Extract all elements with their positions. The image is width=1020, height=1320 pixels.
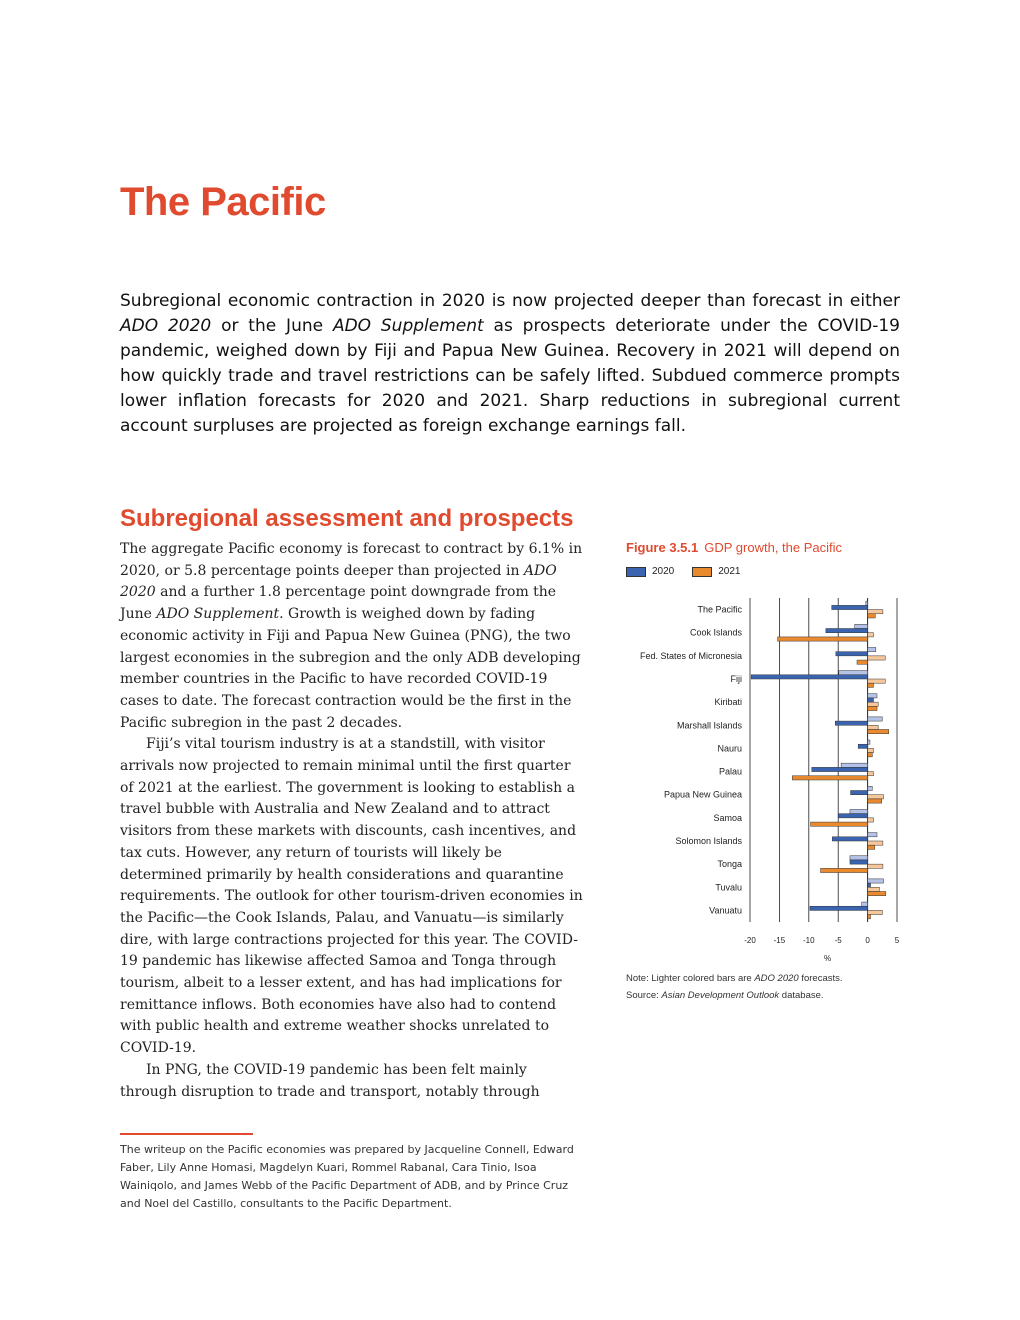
footnote: The writeup on the Pacific economies was prepared by Jacqueline Connell, Edward Faber, Lily Anne Homasi, Magdelyn Kuari, Rommel Rabanal, Cara Tinio, Isoa Wainiqolo, and James Webb of the Pacific Department of ADB, and by Prince Cruz and Noel del Castillo, consultants to the Pacific Department. xyxy=(120,1143,574,1210)
bar-2-8 xyxy=(868,795,884,799)
bar-1-3 xyxy=(751,675,867,679)
note-emphasis: ADO 2020 xyxy=(754,973,799,984)
category-label-1: Cook Islands xyxy=(689,627,742,638)
x-tick-label-5: 5 xyxy=(894,936,900,945)
bar-1-11 xyxy=(850,860,868,864)
bar-3-13 xyxy=(868,915,871,919)
bar-2-7 xyxy=(868,772,874,776)
bar-2-2 xyxy=(868,656,886,660)
category-label-7: Palau xyxy=(718,766,742,777)
note-suffix: forecasts. xyxy=(798,973,843,984)
category-label-6: Nauru xyxy=(717,743,742,754)
figure-number: Figure 3.5.1 xyxy=(626,540,699,555)
bar-1-8 xyxy=(851,791,868,795)
x-tick-label-1: -15 xyxy=(773,936,786,945)
chart-legend xyxy=(626,566,741,577)
bar-0-11 xyxy=(850,856,868,860)
note-prefix: Note: Lighter colored bars are xyxy=(626,973,755,984)
bar-2-11 xyxy=(868,864,883,868)
page-title: The Pacific xyxy=(120,180,326,224)
section-heading: Subregional assessment and prospects xyxy=(120,505,574,532)
bar-3-7 xyxy=(792,776,867,780)
paragraph-1 xyxy=(120,539,586,734)
abstract-emphasis-1: ADO 2020 xyxy=(120,316,212,336)
footnote-divider xyxy=(120,1133,253,1135)
category-label-12: Tuvalu xyxy=(715,882,742,893)
bar-0-4 xyxy=(868,694,877,698)
category-label-2: Fed. States of Micronesia xyxy=(639,650,742,661)
bar-1-9 xyxy=(838,814,867,818)
bar-0-9 xyxy=(850,809,868,813)
bar-0-13 xyxy=(862,902,868,906)
bar-2-4 xyxy=(868,702,879,706)
paragraph-1-text-1: The aggregate Pacific economy is forecast to contract by 6.1% in 2020, or 5.8 percentage points deeper than projected in xyxy=(120,541,583,579)
bar-0-0 xyxy=(866,601,868,605)
bar-0-12 xyxy=(868,879,884,883)
bar-3-3 xyxy=(868,683,874,687)
bar-0-2 xyxy=(868,647,876,651)
category-label-5: Marshall Islands xyxy=(676,720,742,731)
bar-1-10 xyxy=(832,837,867,841)
bar-1-6 xyxy=(858,744,867,748)
bar-3-0 xyxy=(868,614,876,618)
bar-3-4 xyxy=(868,706,877,710)
bar-2-3 xyxy=(868,679,886,683)
legend-label-2021: 2021 xyxy=(718,566,741,577)
bar-0-8 xyxy=(868,786,873,790)
bar-0-5 xyxy=(868,717,883,721)
bar-0-7 xyxy=(841,763,867,767)
x-tick-label-2: -10 xyxy=(803,936,815,945)
bar-3-2 xyxy=(857,660,868,664)
bar-3-6 xyxy=(868,753,873,757)
bar-2-5 xyxy=(868,725,879,729)
figure-note xyxy=(626,973,843,984)
legend-item-2020 xyxy=(626,566,674,577)
bar-1-7 xyxy=(812,767,868,771)
figure-caption xyxy=(626,540,842,555)
bar-2-0 xyxy=(868,610,883,614)
x-tick-label-0: -20 xyxy=(744,936,756,945)
x-tick-label-3: -5 xyxy=(834,936,842,945)
abstract-text-3: as prospects deteriorate under the COVID-19 pandemic, weighed down by Fiji and Papua New Guinea. Recovery in 2021 will depend on how quickly trade and travel restrictions can be safely lifted. Subdued commerce prompts lower inflation forecasts for 2020 and 2021. Sharp reductions in subregional current account surpluses are projected as foreign exchange earnings fall. xyxy=(120,316,900,436)
bar-2-1 xyxy=(868,633,874,637)
bar-2-9 xyxy=(868,818,874,822)
category-label-11: Tonga xyxy=(717,859,742,870)
bar-3-9 xyxy=(811,822,868,826)
source-prefix: Source: xyxy=(626,990,662,1001)
bar-3-5 xyxy=(868,729,889,733)
bar-3-1 xyxy=(778,637,868,641)
abstract-text-1: Subregional economic contraction in 2020 is now projected deeper than forecast in either xyxy=(120,291,900,311)
paragraph-2: Fiji’s vital tourism industry is at a standstill, with visitor arrivals now projected to remain minimal until the first quarter of 2021 at the earliest. The government is looking to establish a travel bubble with Australia and New Zealand and to attract visitors from these markets with discounts, cash incentives, and tax cuts. However, any return of tourists will likely be determined primarily by health considerations and quarantine requirements. The outlook for other tourism-driven economies in the Pacific—the Cook Islands, Palau, and Vanuatu—is similarly dire, with large contractions projected for this year. The COVID-19 pandemic has likewise affected Samoa and Tonga through tourism, albeit to a lesser extent, and has had implications for remittance inflows. Both economies have also had to contend with public health and extreme weather shocks unrelated to COVID-19. xyxy=(120,736,583,1057)
bar-2-10 xyxy=(868,841,883,845)
paragraph-1-text-2: and a further 1.8 percentage point downgrade from the June xyxy=(120,584,557,623)
body-text xyxy=(120,539,586,1103)
abstract-emphasis-2: ADO Supplement xyxy=(332,316,484,336)
bar-1-13 xyxy=(810,906,868,910)
category-label-8: Papua New Guinea xyxy=(663,789,742,800)
paragraph-1-emphasis-1: ADO 2020 xyxy=(120,562,557,601)
abstract-text-2: or the June xyxy=(211,316,333,336)
paragraph-3: In PNG, the COVID-19 pandemic has been felt mainly through disruption to trade and transport, notably through xyxy=(120,1061,540,1100)
bar-0-6 xyxy=(868,740,870,744)
bar-0-3 xyxy=(839,671,868,675)
bar-2-12 xyxy=(868,887,880,891)
bar-1-5 xyxy=(835,721,867,725)
bar-3-12 xyxy=(868,891,886,895)
legend-swatch-2020 xyxy=(626,567,646,577)
category-label-3: Fiji xyxy=(730,674,742,684)
category-label-13: Vanuatu xyxy=(709,905,742,916)
bar-2-13 xyxy=(868,910,883,914)
abstract xyxy=(120,289,900,439)
legend-item-2021 xyxy=(692,566,740,577)
x-tick-label-4: 0 xyxy=(865,936,870,945)
bar-1-0 xyxy=(832,605,868,609)
bar-1-4 xyxy=(868,698,874,702)
paragraph-1-emphasis-2: ADO Supplement xyxy=(156,606,280,623)
figure-notes xyxy=(626,970,843,1004)
bar-3-8 xyxy=(868,799,882,803)
x-axis-label: % xyxy=(824,954,832,963)
gdp-growth-chart xyxy=(620,590,910,965)
category-label-9: Samoa xyxy=(713,812,742,823)
bar-3-10 xyxy=(868,845,875,849)
legend-label-2020: 2020 xyxy=(652,566,675,577)
bar-1-1 xyxy=(826,629,868,633)
bar-0-1 xyxy=(855,624,868,628)
category-label-10: Solomon Islands xyxy=(675,836,742,846)
source-suffix: database. xyxy=(779,990,824,1001)
category-label-0: The Pacific xyxy=(697,604,742,615)
bar-1-12 xyxy=(868,883,871,887)
bar-3-11 xyxy=(821,868,868,872)
category-label-4: Kiribati xyxy=(714,697,742,708)
bar-1-2 xyxy=(836,652,868,656)
figure-source xyxy=(626,990,824,1001)
bar-2-6 xyxy=(868,748,874,752)
bar-0-10 xyxy=(868,833,877,837)
source-emphasis: Asian Development Outlook xyxy=(661,990,780,1001)
figure-title: GDP growth, the Pacific xyxy=(704,540,843,555)
legend-swatch-2021 xyxy=(692,567,712,577)
paragraph-1-text-3: . Growth is weighed down by fading economic activity in Fiji and Papua New Guinea (PNG), the two largest economies in the subregion and the only ADB developing member countries in the Pacific to have recorded COVID-19 cases to date. The forecast contraction would be the first in the Pacific subregion in the past 2 decades. xyxy=(120,606,581,731)
